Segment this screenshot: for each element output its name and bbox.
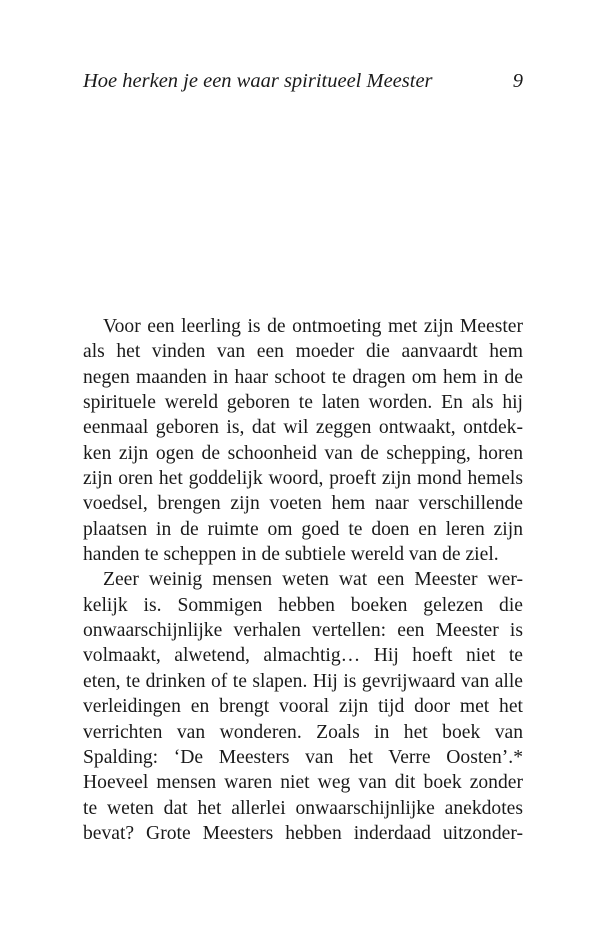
text-line: te weten dat het allerlei onwaarschijnlijke anekdotes bbox=[83, 797, 523, 819]
text-line: Voor een leerling is de ontmoeting met zijn Meester bbox=[103, 316, 523, 337]
text-line: kelijk is. Sommigen hebben boeken gelezen die bbox=[83, 594, 523, 616]
text-line: ken zijn ogen de schoonheid van de schepping, horen bbox=[83, 442, 523, 464]
text-line: plaatsen in de ruimte om goed te doen en leren zijn bbox=[83, 518, 523, 540]
running-header bbox=[83, 68, 523, 94]
text-line: Zeer weinig mensen weten wat een Meester wer- bbox=[103, 569, 523, 591]
text-line: eten, te drinken of te slapen. Hij is gevrijwaard van alle bbox=[83, 670, 523, 692]
text-line: spirituele wereld geboren te laten worden. En als hij bbox=[83, 392, 523, 414]
running-title: Hoe herken je een waar spiritueel Meester bbox=[83, 70, 433, 92]
text-line: Hoeveel mensen waren niet weg van dit boek zonder bbox=[83, 772, 523, 794]
text-line: eenmaal geboren is, dat wil zeggen ontwaakt, ontdek- bbox=[83, 417, 523, 439]
text-line: volmaakt, alwetend, almachtig… Hij hoeft niet te bbox=[83, 645, 523, 667]
text-line: als het vinden van een moeder die aanvaardt hem bbox=[83, 341, 523, 363]
text-line: bevat? Grote Meesters hebben inderdaad uitzonder- bbox=[83, 822, 523, 844]
text-line: zijn oren het goddelijk woord, proeft zijn mond hemels bbox=[83, 468, 523, 490]
text-line: onwaarschijnlijke verhalen vertellen: een Meester is bbox=[83, 620, 523, 642]
text-line: negen maanden in haar schoot te dragen om hem in de bbox=[83, 366, 523, 388]
text-line: Spalding: ‘De Meesters van het Verre Oosten’.* bbox=[83, 746, 523, 768]
text-line: verleidingen en brengt vooral zijn tijd door met het bbox=[83, 696, 523, 718]
text-line: handen te scheppen in de subtiele wereld van de ziel. bbox=[83, 544, 499, 566]
text-line: voedsel, brengen zijn voeten hem naar verschillende bbox=[83, 493, 523, 515]
text-line: verrichten van wonderen. Zoals in het boek van bbox=[83, 721, 523, 743]
page-number: 9 bbox=[512, 70, 523, 92]
body-text bbox=[83, 314, 523, 846]
